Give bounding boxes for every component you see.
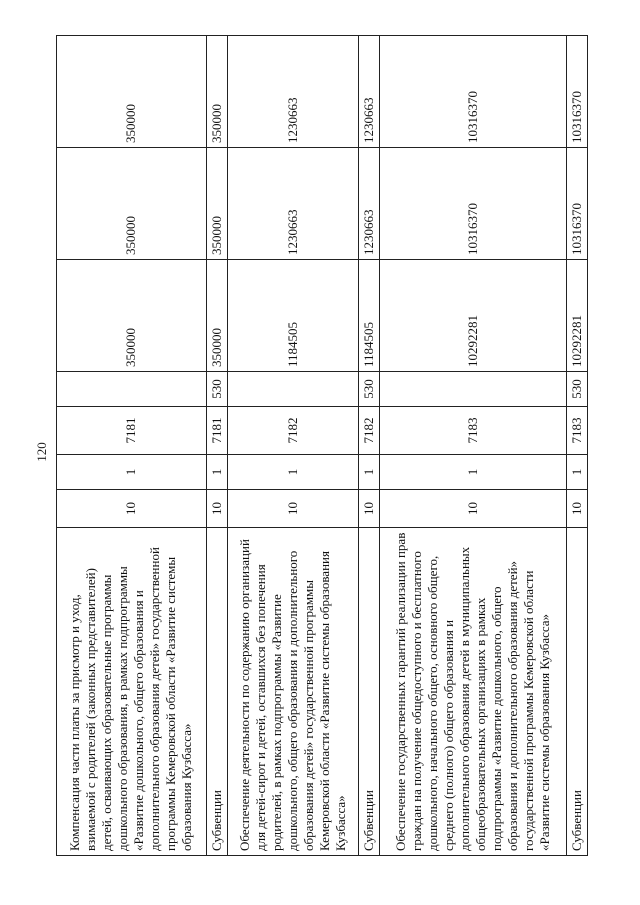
target-code: 7181 <box>57 407 207 455</box>
amount-1: 1184505 <box>359 260 380 372</box>
section-code: 10 <box>206 490 227 528</box>
row-name: Компенсация части платы за присмотр и уход, взимаемой с родителей (законных представителей) детей, осваивающих образовательные программы дошкольного образования, в рамках подпрограммы «Развитие дошкольного, общего образования и дополнительного образования детей» государственной программы Кемеровской области «Развитие системы образования Кузбасса» <box>57 528 207 856</box>
amount-2: 10316370 <box>380 148 567 260</box>
section-code: 10 <box>380 490 567 528</box>
table-row <box>567 36 588 856</box>
amount-1: 350000 <box>206 260 227 372</box>
budget-table <box>56 35 588 856</box>
amount-2: 10316370 <box>567 148 588 260</box>
target-code: 7183 <box>567 407 588 455</box>
table-row <box>359 36 380 856</box>
table-row <box>380 36 567 856</box>
amount-1: 350000 <box>57 260 207 372</box>
amount-3: 350000 <box>57 36 207 148</box>
row-name: Субвенции <box>359 528 380 856</box>
amount-2: 1230663 <box>359 148 380 260</box>
expense-type <box>380 372 567 407</box>
amount-3: 1230663 <box>359 36 380 148</box>
target-code: 7183 <box>380 407 567 455</box>
rotated-table-container <box>56 36 588 856</box>
section-code: 10 <box>57 490 207 528</box>
amount-2: 350000 <box>206 148 227 260</box>
section-code: 10 <box>227 490 359 528</box>
table-row <box>57 36 207 856</box>
target-code: 7182 <box>227 407 359 455</box>
amount-1: 10292281 <box>567 260 588 372</box>
row-name: Обеспечение государственных гарантий реализации прав граждан на получение общедоступного и бесплатного дошкольного, начального общего, основного общего, среднего (полного) общего образования и дополнительного образования детей в муниципальных общеобразовательных организациях в рамках подпрограммы «Развитие дошкольного, общего образования и дополнительного образования детей» государственной программы Кемеровской области «Развитие системы образования Кузбасса» <box>380 528 567 856</box>
amount-3: 10316370 <box>380 36 567 148</box>
subsection-code: 1 <box>359 455 380 490</box>
table-row <box>206 36 227 856</box>
expense-type: 530 <box>206 372 227 407</box>
expense-type <box>227 372 359 407</box>
subsection-code: 1 <box>206 455 227 490</box>
subsection-code: 1 <box>57 455 207 490</box>
page-number-text: 120 <box>34 442 49 462</box>
target-code: 7182 <box>359 407 380 455</box>
section-code: 10 <box>567 490 588 528</box>
expense-type: 530 <box>359 372 380 407</box>
amount-1: 10292281 <box>380 260 567 372</box>
section-code: 10 <box>359 490 380 528</box>
amount-2: 350000 <box>57 148 207 260</box>
row-name: Субвенции <box>206 528 227 856</box>
subsection-code: 1 <box>567 455 588 490</box>
amount-3: 10316370 <box>567 36 588 148</box>
expense-type: 530 <box>567 372 588 407</box>
subsection-code: 1 <box>380 455 567 490</box>
target-code: 7181 <box>206 407 227 455</box>
amount-3: 350000 <box>206 36 227 148</box>
row-name: Обеспечение деятельности по содержанию организаций для детей-сирот и детей, оставшихся без попечения родителей, в рамках подпрограммы «Развитие дошкольного, общего образования и дополнительного образования детей» государственной программы Кемеровской области «Развитие системы образования Кузбасса» <box>227 528 359 856</box>
subsection-code: 1 <box>227 455 359 490</box>
row-name: Субвенции <box>567 528 588 856</box>
expense-type <box>57 372 207 407</box>
amount-1: 1184505 <box>227 260 359 372</box>
amount-2: 1230663 <box>227 148 359 260</box>
table-row <box>227 36 359 856</box>
amount-3: 1230663 <box>227 36 359 148</box>
